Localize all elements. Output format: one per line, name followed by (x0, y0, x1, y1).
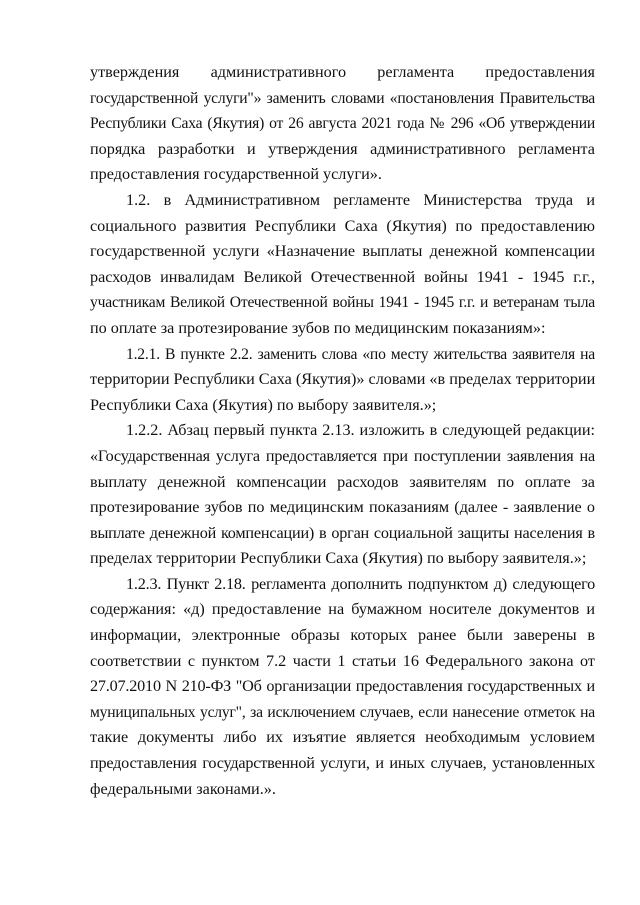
text-line: содержания: «д) предоставление на бумажном носителе документов и (90, 600, 595, 619)
text-line: Республики Саха (Якутия) от 26 августа 2021 года № 296 «Об утверждении (90, 115, 595, 133)
text-line: государственной услуги «Назначение выплаты денежной компенсации (90, 242, 595, 261)
text-line: пределах территории Республики Саха (Якутия) по выбору заявителя.»; (90, 549, 587, 568)
paragraph (90, 60, 595, 188)
paragraph-1-2-3 (90, 572, 595, 802)
text-line: выплату денежной компенсации расходов заявителям по оплате за (90, 472, 595, 491)
text-line: выплате денежной компенсации) в орган социальной защиты населения в (90, 523, 595, 542)
text-line: информации, электронные образы которых ранее были заверены в (90, 626, 595, 645)
text-line: государственной услуги"» заменить словами «постановления Правительства (90, 89, 595, 107)
text-line: Республики Саха (Якутия) по выбору заявителя.»; (90, 395, 437, 414)
text-line: 1.2.2. Абзац первый пункта 2.13. изложить в следующей редакции: (126, 421, 595, 440)
document-body (90, 60, 595, 802)
paragraph-1-2-1 (90, 342, 595, 419)
text-line: 27.07.2010 N 210-ФЗ "Об организации предоставления государственных и (90, 677, 595, 696)
text-line: 1.2. в Административном регламенте Министерства труда и (126, 190, 595, 209)
text-line: участникам Великой Отечественной войны 1941 - 1945 г.г. и ветеранам тыла (90, 294, 595, 312)
text-line: муниципальных услуг", за исключением случаев, если нанесение отметок на (90, 703, 595, 721)
text-line: такие документы либо их изъятие является необходимым условием (90, 728, 595, 747)
text-line: расходов инвалидам Великой Отечественной войны 1941 - 1945 г.г., (90, 267, 595, 286)
text-line: утверждения административного регламента предоставления (90, 63, 595, 81)
text-line: федеральными законами.». (90, 779, 276, 798)
text-line: соответствии с пунктом 7.2 части 1 статьи 16 Федерального закона от (90, 651, 595, 670)
text-line: 1.2.1. В пункте 2.2. заменить слова «по месту жительства заявителя на (126, 345, 595, 363)
text-line: предоставления государственной услуги». (90, 165, 382, 184)
text-line: по оплате за протезирование зубов по медицинским показаниям»: (90, 318, 546, 337)
text-line: территории Республики Саха (Якутия)» словами «в пределах территории (90, 370, 596, 389)
text-line: «Государственная услуга предоставляется при поступлении заявления на (90, 446, 595, 465)
text-line: протезирование зубов по медицинским показаниям (далее - заявление о (90, 498, 595, 517)
text-line: социального развития Республики Саха (Якутия) по предоставлению (90, 216, 595, 235)
paragraph-1-2 (90, 188, 595, 342)
text-line: предоставления государственной услуги, и иных случаев, установленных (90, 754, 595, 773)
text-line: 1.2.3. Пункт 2.18. регламента дополнить подпунктом д) следующего (126, 574, 595, 593)
text-line: порядка разработки и утверждения административного регламента (90, 139, 595, 158)
paragraph-1-2-2 (90, 418, 595, 572)
